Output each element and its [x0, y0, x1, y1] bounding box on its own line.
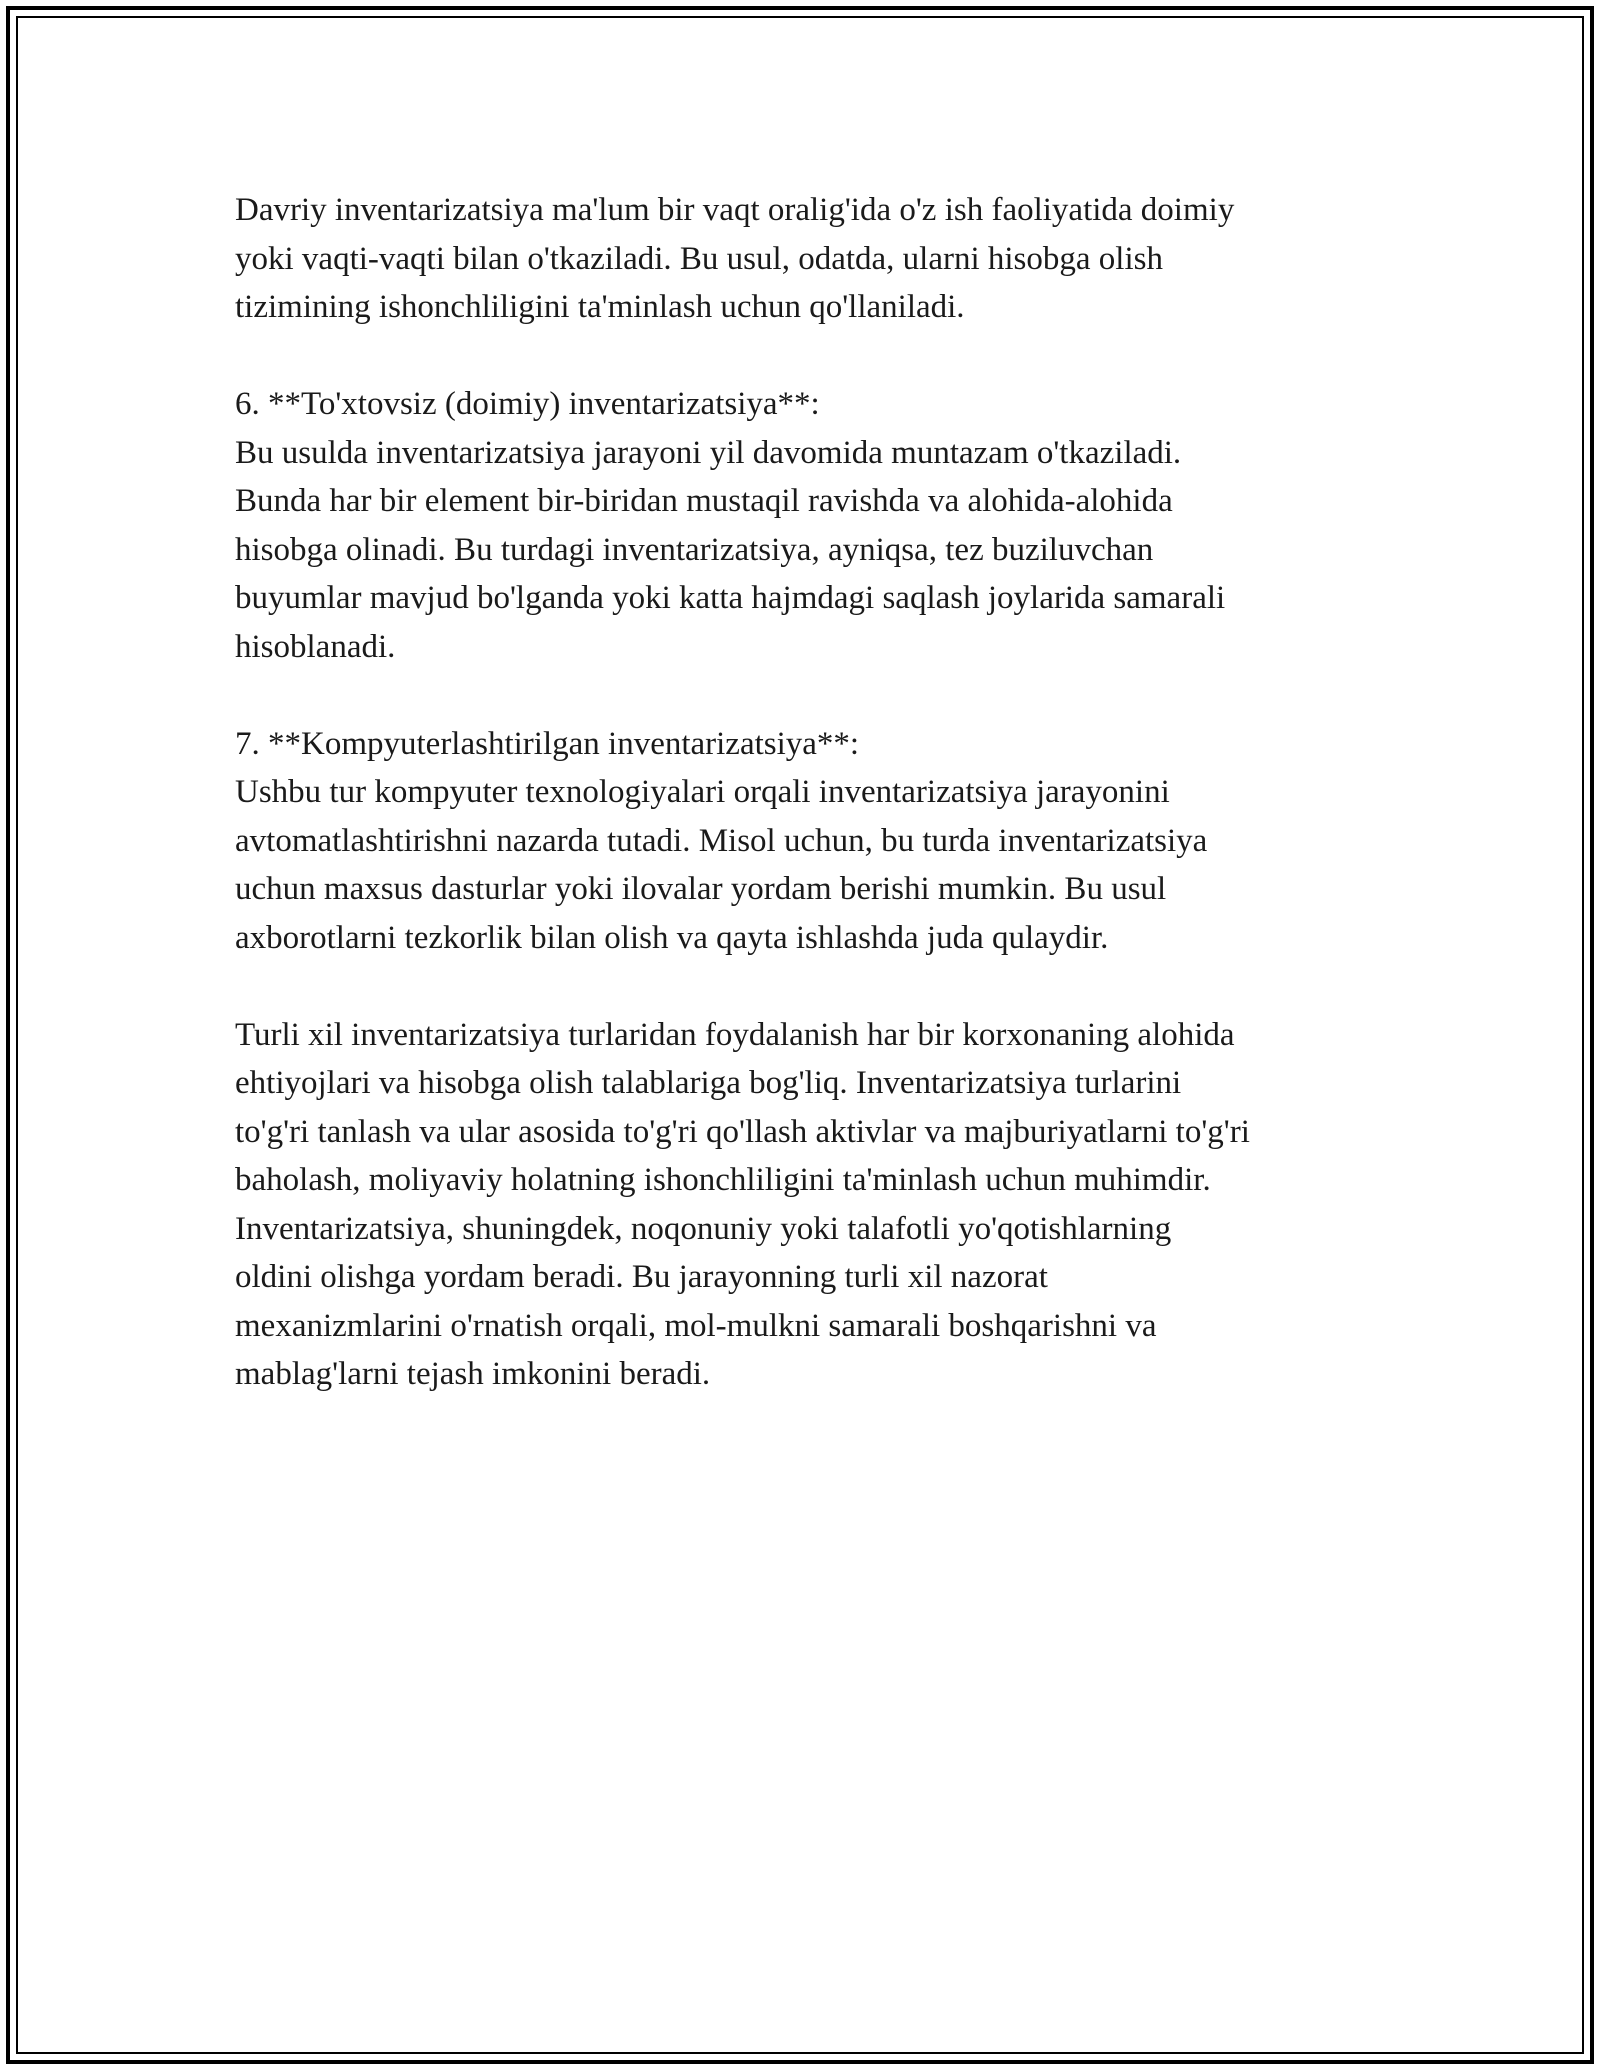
text-line: mablag'larni tejash imkonini beradi.: [235, 1356, 711, 1392]
section-heading: 6. **To'xtovsiz (doimiy) inventarizatsiya**:: [235, 386, 820, 422]
text-line: hisoblanadi.: [235, 628, 396, 665]
text-line: ehtiyojlari va hisobga olish talablariga bog'liq. Inventarizatsiya turlarini: [235, 1065, 1182, 1101]
text-line: axborotlarni tezkorlik bilan olish va qayta ishlashda juda qulaydir.: [235, 919, 1109, 956]
text-line: uchun maxsus dasturlar yoki ilovalar yordam berishi mumkin. Bu usul: [235, 871, 1167, 907]
text-line: Inventarizatsiya, shuningdek, noqonuniy yoki talafotli yo'qotishlarning: [235, 1210, 1172, 1247]
text-line: baholash, moliyaviy holatning ishonchliligini ta'minlash uchun muhimdir.: [235, 1162, 1211, 1198]
text-line: oldini olishga yordam beradi. Bu jarayonning turli xil nazorat: [235, 1259, 1048, 1295]
text-line: Davriy inventarizatsiya ma'lum bir vaqt oralig'ida o'z ish faoliyatida doimiy: [235, 192, 1235, 228]
text-line: Bu usulda inventarizatsiya jarayoni yil davomida muntazam o'tkaziladi.: [235, 434, 1182, 471]
text-line: Turli xil inventarizatsiya turlaridan foydalanish har bir korxonaning alohida: [235, 1016, 1235, 1053]
paragraph-conclusion: [235, 1011, 1385, 1399]
section-heading: 7. **Kompyuterlashtirilgan inventarizatsiya**:: [235, 725, 860, 762]
text-line: Ushbu tur kompyuter texnologiyalari orqali inventarizatsiya jarayonini: [235, 774, 1170, 810]
text-line: buyumlar mavjud bo'lganda yoki katta hajmdagi saqlash joylarida samarali: [235, 580, 1226, 616]
paragraph-davriy-inventarizatsiya: [235, 186, 1385, 332]
text-line: tizimining ishonchliligini ta'minlash uchun qo'llaniladi.: [235, 289, 965, 325]
document-body: [235, 186, 1385, 1447]
text-line: to'g'ri tanlash va ular asosida to'g'ri qo'llash aktivlar va majburiyatlarni to'g'ri: [235, 1113, 1250, 1150]
text-line: hisobga olinadi. Bu turdagi inventarizatsiya, ayniqsa, tez buziluvchan: [235, 531, 1154, 568]
section-7-kompyuterlashtirilgan-inventarizatsiya: [235, 720, 1385, 963]
text-line: Bunda har bir element bir-biridan mustaqil ravishda va alohida-alohida: [235, 483, 1173, 519]
text-line: mexanizmlarini o'rnatish orqali, mol-mulkni samarali boshqarishni va: [235, 1307, 1157, 1344]
section-6-toxtovsiz-inventarizatsiya: [235, 380, 1385, 671]
text-line: avtomatlashtirishni nazarda tutadi. Misol uchun, bu turda inventarizatsiya: [235, 822, 1208, 859]
text-line: yoki vaqti-vaqti bilan o'tkaziladi. Bu usul, odatda, ularni hisobga olish: [235, 240, 1163, 277]
